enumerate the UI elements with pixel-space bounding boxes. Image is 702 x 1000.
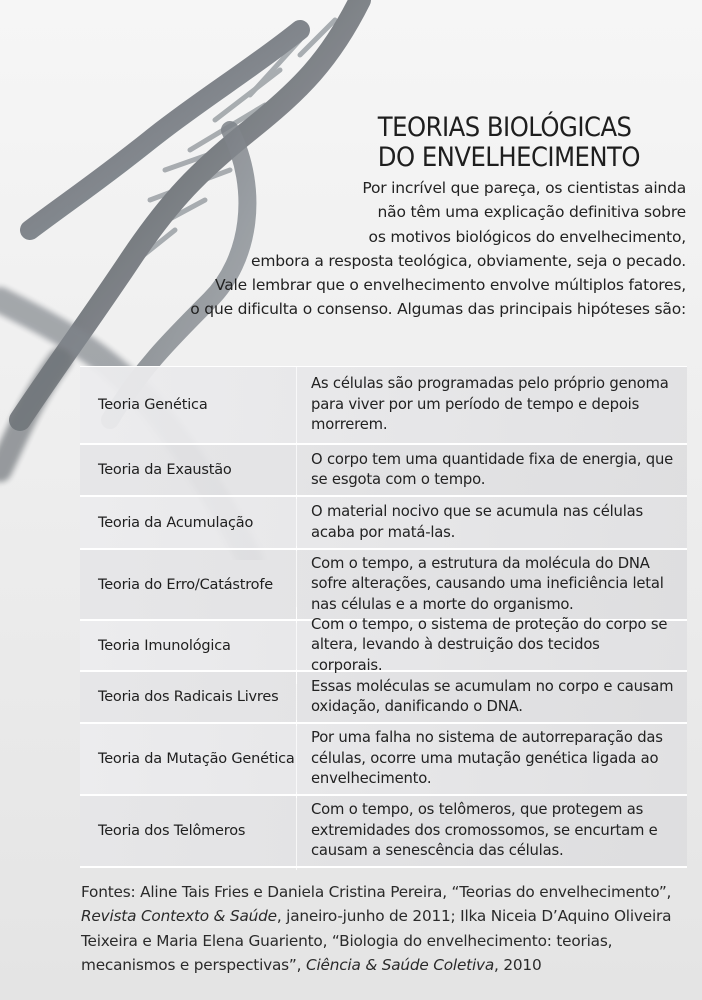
table-row — [80, 615, 687, 674]
theory-name: Teoria dos Telômeros — [98, 823, 246, 839]
theory-description: As células são programadas pelo próprio genoma para viver por um período de tempo e depois morrerem. — [296, 366, 687, 444]
theory-name: Teoria Imunológica — [98, 637, 231, 654]
title-line-1: TEORIAS BIOLÓGICAS — [377, 112, 632, 143]
theory-description: Essas moléculas se acumulam no corpo e causam oxidação, danificando o DNA. — [296, 669, 687, 726]
sources-line-1 — [81, 880, 701, 904]
theories-table — [80, 366, 687, 868]
table-row — [80, 497, 687, 550]
theory-name: Teoria dos Radicais Livres — [98, 689, 279, 705]
sources-line-2 — [81, 904, 701, 928]
sources-line-4 — [81, 953, 701, 977]
theory-description: Com o tempo, os telômeros, que protegem as extremidades dos cromossomos, se encurtam e causam a senescência das células. — [296, 792, 687, 870]
page-title — [378, 113, 640, 173]
sources-journal-title: Revista Contexto & Saúde — [81, 907, 277, 926]
title-line-2: DO ENVELHECIMENTO — [377, 142, 640, 173]
theory-name: Teoria da Mutação Genética — [98, 751, 295, 767]
sources-text: mecanismos e perspectivas”, — [81, 955, 306, 974]
theory-description: Com o tempo, a estrutura da molécula do DNA sofre alterações, causando uma ineficiência letal nas células e a morte do organismo. — [296, 546, 687, 624]
table-row — [80, 672, 687, 724]
table-row — [80, 367, 687, 445]
intro-line: o que dificulta o consenso. Algumas das principais hipóteses são: — [190, 300, 686, 319]
theory-description: O material nocivo que se acumula nas células acaba por matá-las. — [296, 494, 687, 551]
intro-paragraph — [166, 176, 686, 322]
theory-description: Por uma falha no sistema de autorreparação das células, ocorre uma mutação genética ligada ao envelhecimento. — [296, 720, 687, 798]
intro-line: Por incrível que pareça, os cientistas ainda — [362, 179, 686, 197]
theory-name: Teoria da Exaustão — [98, 462, 232, 478]
theory-name: Teoria da Acumulação — [98, 514, 254, 531]
sources-note — [81, 880, 701, 977]
sources-text: , janeiro-junho de 2011; Ilka Niceia D’Aquino Oliveira — [276, 907, 672, 926]
table-row — [80, 445, 687, 497]
intro-line: não têm uma explicação definitiva sobre — [377, 203, 686, 222]
table-row — [80, 796, 687, 868]
intro-line: Vale lembrar que o envelhecimento envolve múltiplos fatores, — [215, 276, 686, 295]
intro-line: embora a resposta teológica, obviamente, seja o pecado. — [251, 251, 686, 270]
theory-name: Teoria Genética — [98, 397, 208, 413]
intro-line: os motivos biológicos do envelhecimento, — [368, 227, 686, 246]
table-row — [80, 724, 687, 796]
sources-label: Fontes: — [81, 883, 136, 901]
sources-line-3 — [81, 929, 701, 953]
theory-name: Teoria do Erro/Catástrofe — [98, 576, 273, 593]
sources-text: Teixeira e Maria Elena Guariento, “Biologia do envelhecimento: teorias, — [81, 931, 613, 950]
sources-text: , 2010 — [494, 955, 542, 974]
theory-description: Com o tempo, o sistema de proteção do corpo se altera, levando à destruição dos tecidos corporais. — [296, 607, 687, 685]
sources-journal-title: Ciência & Saúde Coletiva — [305, 955, 495, 974]
sources-text: Aline Tais Fries e Daniela Cristina Pereira, “Teorias do envelhecimento”, — [135, 883, 672, 901]
theory-description: O corpo tem uma quantidade fixa de energia, que se esgota com o tempo. — [296, 442, 687, 499]
